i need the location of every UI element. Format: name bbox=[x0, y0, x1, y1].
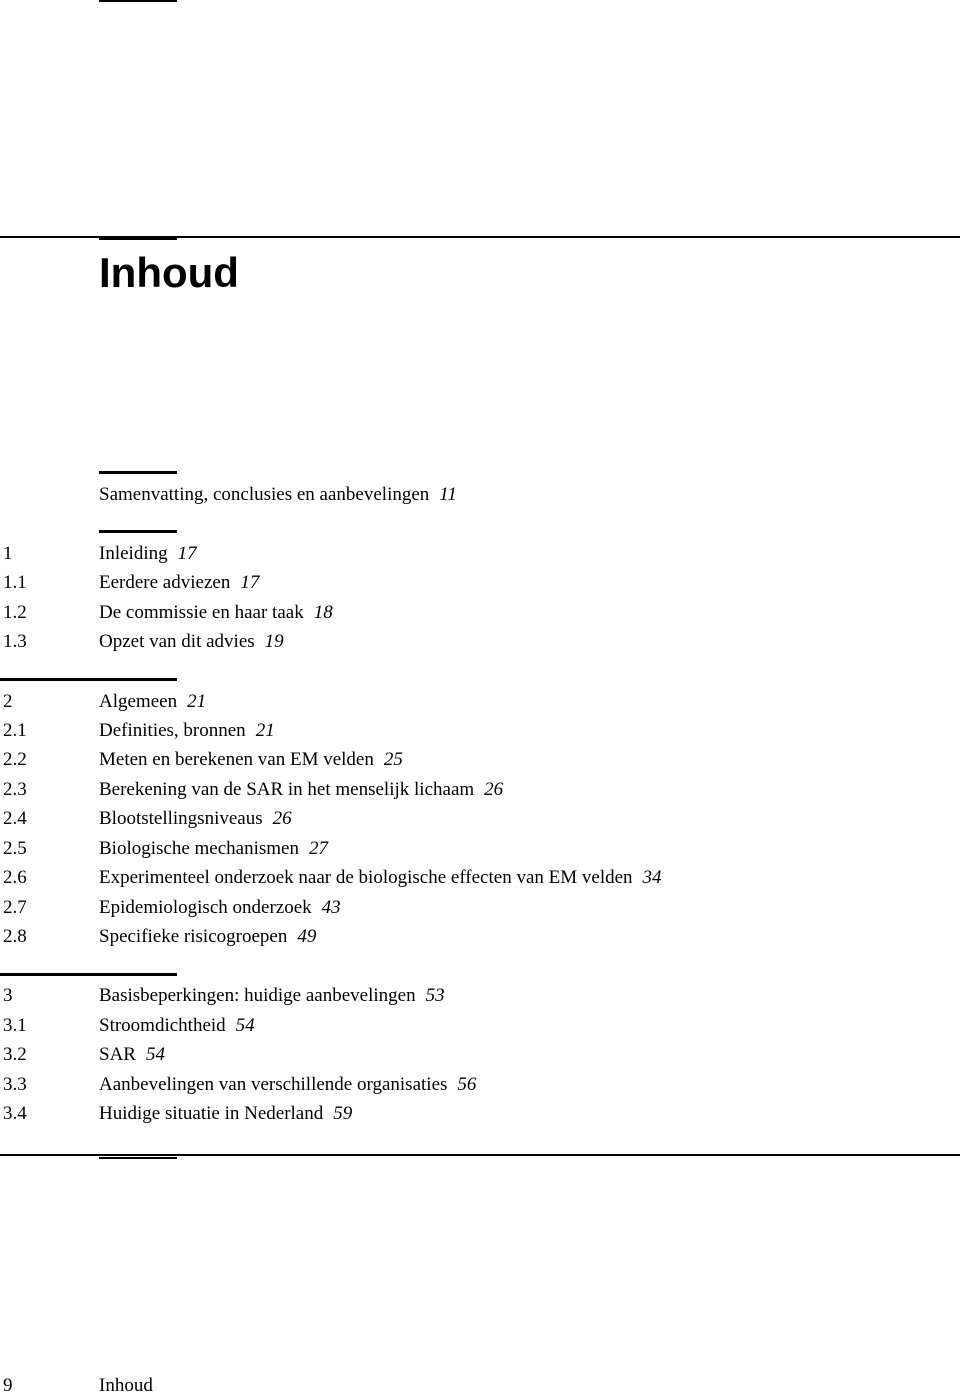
toc-entry-3-4[interactable] bbox=[0, 1100, 960, 1128]
toc-entry-number: 3.4 bbox=[3, 1103, 27, 1124]
toc-entry-number: 1 bbox=[3, 543, 13, 564]
toc-entry-2-4[interactable] bbox=[0, 805, 960, 833]
toc-entry-page: 53 bbox=[425, 985, 445, 1006]
toc-entry-page: 26 bbox=[272, 808, 292, 829]
toc-entry-text: Huidige situatie in Nederland 59 bbox=[99, 1103, 353, 1124]
end-rule-long bbox=[0, 1154, 960, 1156]
toc-entry-2-1[interactable] bbox=[0, 717, 960, 745]
toc-entry-page: 25 bbox=[383, 749, 403, 770]
toc-entry-text: Definities, bronnen 21 bbox=[99, 720, 275, 741]
toc-entry-3-3[interactable] bbox=[0, 1071, 960, 1099]
toc-entry-number: 2.8 bbox=[3, 926, 27, 947]
toc-entry-text: Experimenteel onderzoek naar de biologische effecten van EM velden 34 bbox=[99, 867, 662, 888]
footer-page-number: 9 bbox=[3, 1375, 13, 1396]
toc-entry-number: 3.2 bbox=[3, 1044, 27, 1065]
toc-entry-page: 17 bbox=[240, 572, 260, 593]
toc-entry-text: Specifieke risicogroepen 49 bbox=[99, 926, 317, 947]
toc-entry-2-7[interactable] bbox=[0, 894, 960, 922]
summary-rule bbox=[99, 471, 177, 474]
toc-entry-2-5[interactable] bbox=[0, 835, 960, 863]
toc-entry-2-6[interactable] bbox=[0, 864, 960, 892]
toc-entry-page: 54 bbox=[145, 1044, 165, 1065]
toc-entry-page: 21 bbox=[255, 720, 275, 741]
toc-entry-text: Epidemiologisch onderzoek 43 bbox=[99, 897, 341, 918]
toc-entry-page: 27 bbox=[308, 838, 328, 859]
toc-entry-number: 2 bbox=[3, 691, 13, 712]
toc-entry-text: Blootstellingsniveaus 26 bbox=[99, 808, 292, 829]
title-rule-short bbox=[99, 238, 177, 240]
toc-entry-page: 49 bbox=[297, 926, 317, 947]
end-rule-short bbox=[99, 1157, 177, 1159]
page-title: Inhoud bbox=[99, 249, 239, 296]
top-rule bbox=[99, 0, 177, 2]
toc-entry-text: Biologische mechanismen 27 bbox=[99, 838, 328, 859]
toc-entry-number: 2.1 bbox=[3, 720, 27, 741]
chapter2-rule bbox=[0, 678, 177, 681]
toc-entry-2[interactable] bbox=[0, 688, 960, 716]
page-footer bbox=[0, 1372, 960, 1400]
toc-entry-2-8[interactable] bbox=[0, 923, 960, 951]
toc-entry-2-2[interactable] bbox=[0, 746, 960, 774]
toc-entry-1-3[interactable] bbox=[0, 628, 960, 656]
toc-entry-text: Basisbeperkingen: huidige aanbevelingen 53 bbox=[99, 985, 445, 1006]
toc-entry-text: Algemeen 21 bbox=[99, 691, 207, 712]
toc-entry-number: 3.3 bbox=[3, 1074, 27, 1095]
toc-entry-number: 3 bbox=[3, 985, 13, 1006]
toc-entry-number: 2.5 bbox=[3, 838, 27, 859]
toc-entry-page: 19 bbox=[264, 631, 284, 652]
toc-entry-number: 2.7 bbox=[3, 897, 27, 918]
toc-entry-page: 11 bbox=[439, 484, 457, 505]
chapter3-rule bbox=[0, 973, 177, 976]
toc-entry-3-1[interactable] bbox=[0, 1012, 960, 1040]
toc-entry-number: 2.6 bbox=[3, 867, 27, 888]
toc-entry-text: Eerdere adviezen 17 bbox=[99, 572, 260, 593]
toc-entry-number: 1.3 bbox=[3, 631, 27, 652]
toc-entry-page: 21 bbox=[187, 691, 207, 712]
toc-entry-number: 2.2 bbox=[3, 749, 27, 770]
toc-entry-summary[interactable] bbox=[0, 481, 960, 509]
toc-entry-text: Meten en berekenen van EM velden 25 bbox=[99, 749, 403, 770]
toc-entry-page: 59 bbox=[333, 1103, 353, 1124]
toc-entry-text: Stroomdichtheid 54 bbox=[99, 1015, 255, 1036]
toc-entry-page: 43 bbox=[321, 897, 341, 918]
toc-entry-number: 3.1 bbox=[3, 1015, 27, 1036]
toc-entry-number: 1.2 bbox=[3, 602, 27, 623]
toc-entry-number: 2.3 bbox=[3, 779, 27, 800]
toc-entry-page: 54 bbox=[235, 1015, 255, 1036]
toc-entry-text: Berekening van de SAR in het menselijk lichaam 26 bbox=[99, 779, 504, 800]
footer-section-title: Inhoud bbox=[99, 1375, 153, 1396]
toc-entry-number: 1.1 bbox=[3, 572, 27, 593]
toc-entry-text: Aanbevelingen van verschillende organisaties 56 bbox=[99, 1074, 477, 1095]
toc-entry-1-1[interactable] bbox=[0, 569, 960, 597]
toc-entry-1[interactable] bbox=[0, 540, 960, 568]
toc-entry-text: Samenvatting, conclusies en aanbevelingen 11 bbox=[99, 484, 457, 505]
toc-entry-page: 18 bbox=[313, 602, 333, 623]
toc-entry-1-2[interactable] bbox=[0, 599, 960, 627]
toc-entry-3-2[interactable] bbox=[0, 1041, 960, 1069]
toc-entry-text: Inleiding 17 bbox=[99, 543, 197, 564]
toc-entry-text: Opzet van dit advies 19 bbox=[99, 631, 284, 652]
toc-entry-text: SAR 54 bbox=[99, 1044, 165, 1065]
toc-entry-page: 17 bbox=[177, 543, 197, 564]
toc-entry-text: De commissie en haar taak 18 bbox=[99, 602, 333, 623]
toc-entry-number: 2.4 bbox=[3, 808, 27, 829]
toc-entry-page: 56 bbox=[457, 1074, 477, 1095]
chapter1-rule bbox=[99, 530, 177, 533]
toc-entry-3[interactable] bbox=[0, 982, 960, 1010]
toc-entry-page: 34 bbox=[642, 867, 662, 888]
toc-entry-2-3[interactable] bbox=[0, 776, 960, 804]
toc-entry-page: 26 bbox=[484, 779, 504, 800]
